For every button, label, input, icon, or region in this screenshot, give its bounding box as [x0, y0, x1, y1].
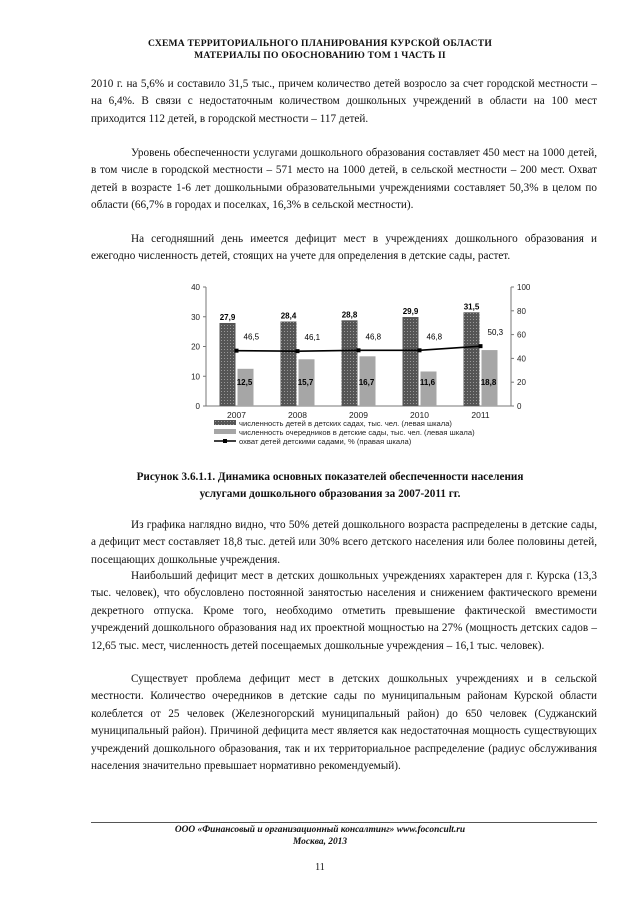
right-tick-label: 40	[517, 354, 526, 364]
bar-queue-children	[421, 371, 437, 406]
legend-swatch-bar	[214, 420, 236, 425]
bar-label-queue: 18,8	[480, 378, 497, 387]
paragraph-5: Наибольший дефицит мест в детских дошкольных учреждениях характерен для г. Курска (13,3 тыс. человек), что обусловлено постоянной занятостью населения и снижением фактического времени декретного отпуска. Кроме того, необходимо отметить превышение фактической вместимости учреждений дошкольного образования над их проектной мощностью на 27% (мощность детских садов – 12,65 тыс. мест, численность детей посещаемых дошкольные учреждения – 16,1 тыс. человек).	[91, 570, 597, 652]
header-subtitle: МАТЕРИАЛЫ ПО ОБОСНОВАНИЮ ТОМ 1 ЧАСТЬ II	[194, 50, 446, 61]
bar-label-children: 28,8	[341, 310, 358, 320]
coverage-line-marker	[479, 344, 483, 348]
legend-label: численность очередников в детские сады, тыс. чел. (левая шкала)	[239, 428, 475, 437]
legend-swatch-bar	[214, 429, 236, 434]
legend-label: охват детей детскими садами, % (правая шкала)	[239, 437, 412, 446]
footer-city-year: Москва, 2013	[292, 837, 348, 847]
footer-company: ООО «Финансовый и организационный консалтинг» www.foconcult.ru	[174, 825, 466, 835]
bar-label-queue: 12,5	[236, 378, 253, 387]
left-tick-label: 10	[191, 372, 200, 382]
paragraph-1: 2010 г. на 5,6% и составило 31,5 тыс., причем количество детей возросло за счет городской местности – на 6,4%. В связи с недостаточным количеством дошкольных учреждений в области на 100 мест приходится 112 детей, в городской местности – 117 детей.	[91, 78, 597, 125]
right-tick-label: 60	[517, 330, 526, 340]
coverage-line-marker	[357, 348, 361, 352]
page-number: 11	[315, 862, 325, 873]
coverage-line-marker	[296, 349, 300, 353]
x-tick-label: 2011	[471, 410, 490, 420]
x-tick-label: 2007	[227, 410, 246, 420]
bar-children-in-kindergartens	[220, 323, 236, 406]
bar-children-in-kindergartens	[342, 320, 358, 406]
caption-line-2: услугами дошкольного образования за 2007-2011 гг.	[199, 488, 461, 500]
bar-queue-children	[238, 369, 254, 406]
bar-children-in-kindergartens	[403, 317, 419, 406]
bar-label-children: 28,4	[280, 311, 297, 321]
bar-label-queue: 15,7	[297, 378, 314, 387]
paragraph-3: На сегодняшний день имеется дефицит мест в учреждениях дошкольного образования и ежегодно численность детей, стоящих на учете для определения в детские сады, растет.	[91, 233, 597, 263]
caption-line-1: Рисунок 3.6.1.1. Динамика основных показателей обеспеченности населения	[136, 471, 524, 483]
right-tick-label: 20	[517, 378, 526, 388]
figure-caption	[120, 469, 540, 503]
x-tick-label: 2008	[288, 410, 307, 420]
document-footer	[0, 824, 640, 848]
left-tick-label: 20	[191, 342, 200, 352]
chart-figure	[176, 280, 546, 465]
paragraph-4: Из графика наглядно видно, что 50% детей дошкольного возраста распределены в детские сады, а дефицит мест составляет 18,8 тыс. детей или 30% всего детского населения или более половины детей, посещающих дошкольные учреждения.	[91, 519, 597, 566]
bar-label-children: 29,9	[402, 307, 419, 317]
coverage-data-label: 46,8	[426, 332, 443, 342]
left-tick-label: 40	[191, 283, 200, 292]
bar-children-in-kindergartens	[281, 322, 297, 406]
header-title: СХЕМА ТЕРРИТОРИАЛЬНОГО ПЛАНИРОВАНИЯ КУРСКОЙ ОБЛАСТИ	[147, 38, 493, 49]
paragraph-2: Уровень обеспеченности услугами дошкольного образования составляет 450 мест на 1000 детей, в том числе в городской местности – 571 место на 1000 детей, в сельской местности – 200 мест. Охват детей в возрасте 1-6 лет дошкольными образовательными учреждениями составляет 50,3% в целом по области (66,7% в городах и поселках, 16,3% в сельской местности).	[91, 147, 597, 212]
bar-label-children: 27,9	[219, 312, 236, 322]
paragraph-6: Существует проблема дефицит мест в детских дошкольных учреждениях и в сельской местности. Количество очередников в детские сады по муниципальным районам Курской области колеблется от 25 человек (Железногорский муниципальный район) до 650 человек (Суджанский муниципальный район). Причиной дефицита мест является как недостаточная мощность существующих учреждений дошкольного образования, так и их территориальное распределение (радиус обслуживания населения значительно превышает нормативно рекомендуемый).	[91, 673, 597, 773]
legend-swatch-marker	[223, 439, 227, 443]
document-header	[0, 38, 640, 62]
coverage-data-label: 50,3	[487, 328, 504, 338]
coverage-data-label: 46,8	[365, 332, 382, 342]
bar-children-in-kindergartens	[464, 312, 480, 406]
coverage-line-marker	[235, 349, 239, 353]
x-tick-label: 2010	[410, 410, 429, 420]
coverage-data-label: 46,1	[304, 333, 321, 343]
legend-label: численность детей в детских садах, тыс. чел. (левая шкала)	[239, 419, 452, 428]
x-tick-label: 2009	[349, 410, 368, 420]
bar-label-queue: 16,7	[358, 378, 375, 387]
bar-label-queue: 11,6	[419, 378, 436, 387]
right-tick-label: 80	[517, 306, 526, 316]
right-tick-label: 100	[517, 283, 531, 292]
coverage-data-label: 46,5	[243, 332, 260, 342]
bar-label-children: 31,5	[463, 302, 480, 312]
coverage-line-marker	[418, 348, 422, 352]
left-tick-label: 30	[191, 312, 200, 322]
left-tick-label: 0	[195, 402, 200, 411]
footer-divider	[91, 822, 597, 823]
right-tick-label: 0	[517, 402, 522, 411]
